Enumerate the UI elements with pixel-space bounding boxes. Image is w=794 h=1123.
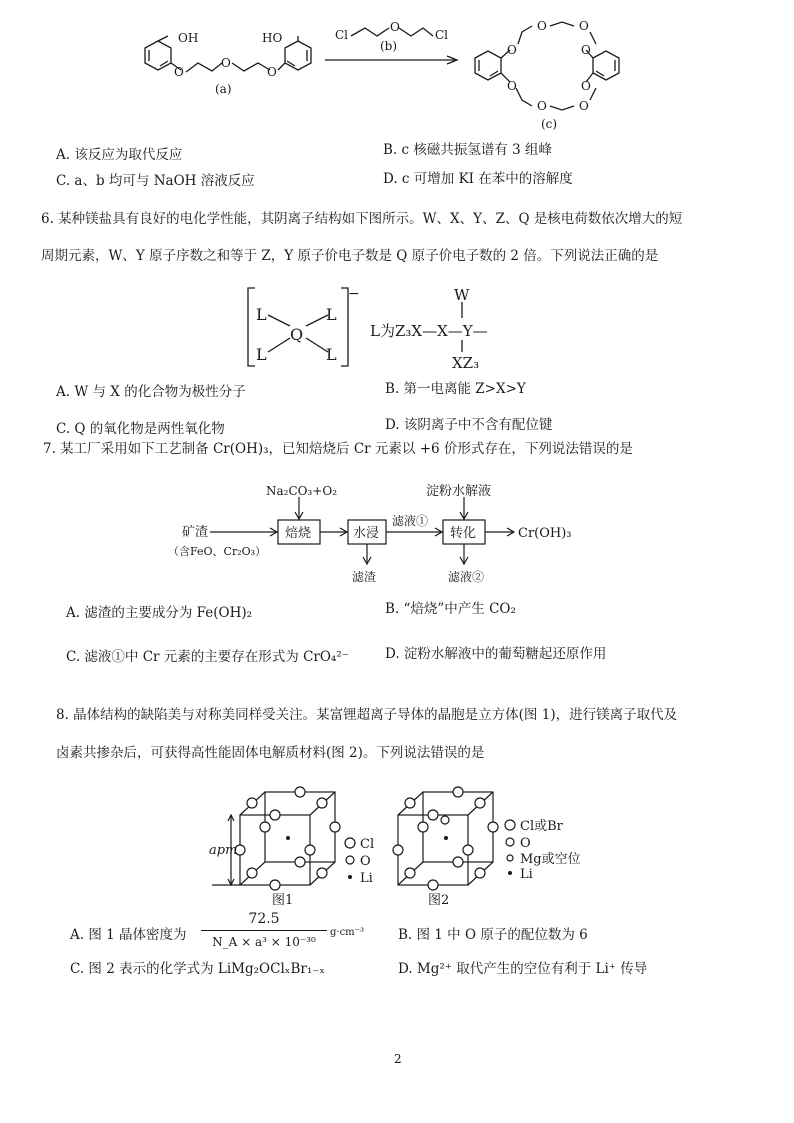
q7-option-b: B. “焙烧”中产生 CO₂ — [385, 601, 516, 617]
q5-label-a: (a) — [215, 82, 232, 96]
svg-text:O: O — [507, 43, 517, 57]
q8-fig2-caption: 图2 — [428, 893, 450, 908]
q5-option-d: D. c 可增加 KI 在苯中的溶解度 — [383, 171, 573, 187]
q8-fraction-bar — [201, 930, 327, 931]
q5-label-b: (b) — [380, 39, 398, 53]
q5-option-a: A. 该反应为取代反应 — [56, 147, 183, 163]
q5-oh1: OH — [178, 31, 199, 45]
q7-filtrate1: 滤液① — [392, 514, 429, 528]
q8-legend1-o: O — [360, 854, 371, 869]
q8-legend2-clbr: Cl或Br — [520, 819, 563, 834]
q7-feed1: 矿渣 — [182, 525, 209, 540]
q6-option-a: A. W 与 X 的化合物为极性分子 — [56, 384, 246, 400]
q8-stem-line2: 卤素共掺杂后，可获得高性能固体电解质材料(图 2)。下列说法错误的是 — [56, 745, 485, 761]
q6-L-3: L — [256, 345, 267, 364]
svg-text:O: O — [581, 43, 591, 57]
q7-product: Cr(OH)₃ — [518, 526, 572, 541]
q7-option-c: C. 滤液①中 Cr 元素的主要存在形式为 CrO₄²⁻ — [66, 649, 349, 665]
q5-cl2: Cl — [435, 28, 449, 42]
q8-crystal-figures — [0, 780, 794, 910]
q7-reagent1: Na₂CO₃+O₂ — [266, 484, 337, 498]
q8-legend1-li: Li — [360, 871, 373, 886]
q8-option-a-unit: g·cm⁻³ — [330, 927, 364, 938]
page-number: 2 — [394, 1052, 402, 1066]
q6-stem-line1: 6. 某种镁盐具有良好的电化学性能，其阴离子结构如下图所示。W、X、Y、Z、Q 是核电荷数依次增大的短 — [41, 211, 683, 227]
q6-W: W — [454, 286, 470, 304]
svg-text:O: O — [390, 20, 400, 34]
svg-text:O: O — [221, 56, 231, 70]
q8-option-a-numerator: 72.5 — [248, 911, 280, 927]
svg-text:O: O — [267, 65, 277, 79]
q7-reagent2: 淀粉水解液 — [426, 484, 492, 499]
q8-option-a-prefix: A. 图 1 晶体密度为 — [70, 927, 187, 943]
q8-option-d: D. Mg²⁺ 取代产生的空位有利于 Li⁺ 传导 — [398, 961, 648, 977]
q6-option-c: C. Q 的氧化物是两性氧化物 — [56, 421, 225, 437]
q8-option-a-denominator: N_A × a³ × 10⁻³⁰ — [212, 935, 316, 949]
q7-process-flowchart — [0, 475, 794, 590]
q8-legend2-li: Li — [520, 867, 533, 882]
svg-text:O: O — [579, 19, 589, 33]
q8-legend2-mg: Mg或空位 — [520, 852, 581, 867]
q8-fig1-caption: 图1 — [272, 893, 294, 908]
q6-Q: Q — [290, 325, 304, 344]
svg-text:O: O — [537, 99, 547, 113]
svg-text:O: O — [537, 19, 547, 33]
q5-option-c: C. a、b 均可与 NaOH 溶液反应 — [56, 173, 255, 189]
q7-stem: 7. 某工厂采用如下工艺制备 Cr(OH)₃，已知焙烧后 Cr 元素以 +6 价形式存在，下列说法错误的是 — [43, 441, 633, 457]
q7-feed2: （含FeO、Cr₂O₃） — [168, 545, 267, 558]
q5-oh2: HO — [262, 31, 283, 45]
q6-minus: − — [348, 286, 360, 302]
q7-option-a: A. 滤渣的主要成分为 Fe(OH)₂ — [66, 605, 253, 621]
q6-L-2: L — [326, 305, 337, 324]
q7-box1: 焙烧 — [285, 526, 312, 541]
q7-filtrate2: 滤液② — [448, 570, 485, 584]
q6-L-def: L为Z₃X—X—Y— — [370, 322, 488, 340]
q6-L-4: L — [326, 345, 337, 364]
q6-anion-structure — [0, 280, 794, 380]
q7-box2: 水浸 — [353, 526, 380, 541]
q8-option-c: C. 图 2 表示的化学式为 LiMg₂OClₓBr₁₋ₓ — [70, 961, 326, 977]
q8-apm: apm — [209, 843, 238, 858]
q5-option-b: B. c 核磁共振氢谱有 3 组峰 — [383, 142, 553, 158]
q6-stem-line2: 周期元素，W、Y 原子序数之和等于 Z，Y 原子价电子数是 Q 原子价电子数的 2 倍。下列说法正确的是 — [41, 248, 659, 264]
q8-option-b: B. 图 1 中 O 原子的配位数为 6 — [398, 927, 588, 943]
svg-text:O: O — [507, 79, 517, 93]
q7-box3: 转化 — [450, 526, 477, 541]
q6-L-1: L — [256, 305, 267, 324]
svg-text:O: O — [579, 99, 589, 113]
q7-residue: 滤渣 — [352, 570, 377, 584]
q5-reaction-figure — [0, 0, 794, 140]
q5-label-c: (c) — [541, 117, 558, 131]
q8-stem-line1: 8. 晶体结构的缺陷美与对称美同样受关注。某富锂超离子导体的晶胞是立方体(图 1)，进行镁离子取代及 — [56, 707, 678, 723]
q8-legend1-cl: Cl — [360, 837, 375, 852]
q6-XZ3: XZ₃ — [452, 354, 480, 372]
svg-text:O: O — [581, 79, 591, 93]
q7-option-d: D. 淀粉水解液中的葡萄糖起还原作用 — [385, 646, 607, 662]
svg-text:O: O — [174, 65, 184, 79]
q5-cl1: Cl — [335, 28, 349, 42]
q8-legend2-o: O — [520, 836, 531, 851]
q6-option-b: B. 第一电离能 Z>X>Y — [385, 381, 526, 397]
q6-option-d: D. 该阴离子中不含有配位键 — [385, 417, 553, 433]
